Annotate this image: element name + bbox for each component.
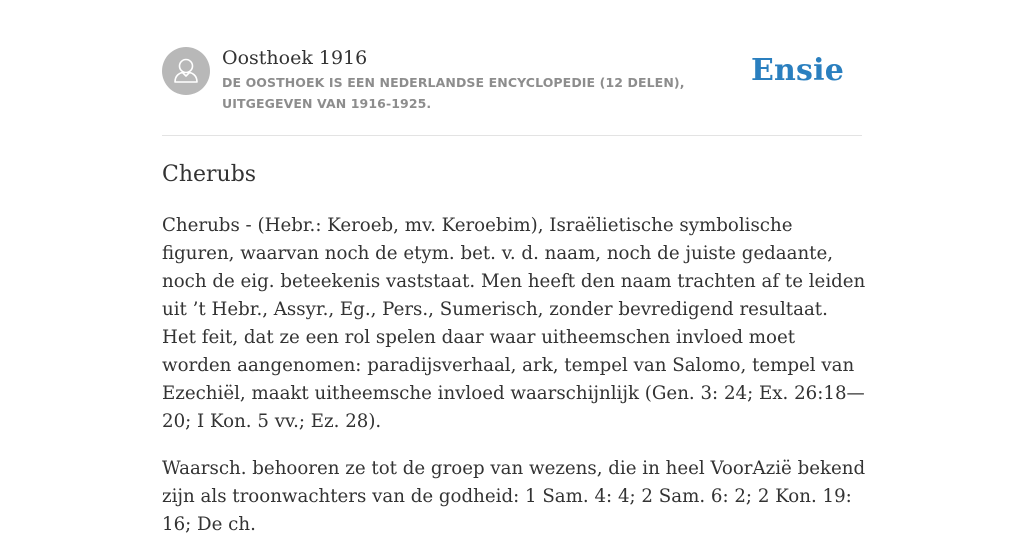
article-paragraph-2: Waarsch. behooren ze tot de groep van wezens, die in heel VoorAzië bekend zijn als troonwachters van de godheid: 1 Sam. 4: 4; 2 Sam. 6: 2; 2 Kon. 19: 16; De ch.	[162, 458, 866, 535]
source-title[interactable]: Oosthoek 1916	[222, 47, 368, 69]
article-body	[162, 212, 867, 558]
article-title: Cherubs	[162, 162, 257, 187]
header-divider	[162, 135, 862, 136]
source-header	[162, 46, 862, 118]
ensie-logo[interactable]: Ensie	[750, 53, 844, 88]
avatar-user-icon[interactable]	[162, 47, 210, 95]
source-description: DE OOSTHOEK IS EEN NEDERLANDSE ENCYCLOPEDIE (12 DELEN), UITGEGEVEN VAN 1916-1925.	[222, 75, 685, 111]
article-paragraph-1: Cherubs - (Hebr.: Keroeb, mv. Keroebim), Israëlietische symbolische figuren, waarvan noch de etym. bet. v. d. naam, noch de juiste gedaante, noch de eig. beteekenis vaststaat. Men heeft den naam trachten af te leiden uit ’t Hebr., Assyr., Eg., Pers., Sumerisch, zonder bevredigend resultaat. Het feit, dat ze een rol spelen daar waar uitheemschen invloed moet worden aangenomen: paradijsverhaal, ark, tempel van Salomo, tempel van Ezechiël, maakt uitheemsche invloed waarschijnlijk (Gen. 3: 24; Ex. 26:18— 20; I Kon. 5 vv.; Ez. 28).	[162, 215, 866, 432]
